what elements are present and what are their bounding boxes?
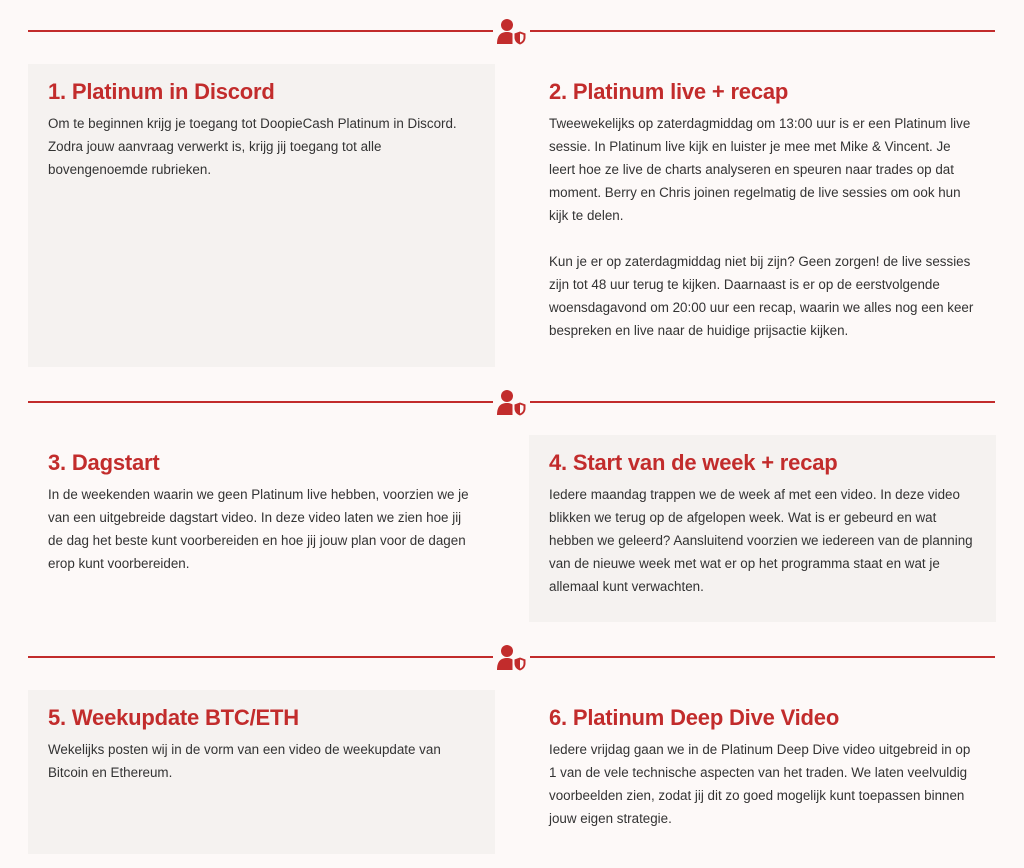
divider-line [530,401,995,403]
user-shield-icon [495,642,527,672]
card-title: 1. Platinum in Discord [48,79,275,104]
card-text: Tweewekelijks op zaterdagmiddag om 13:00 uur is er een Platinum live sessie. In Platinum live kijk en luister je mee met Mike & Vincent. Je leert hoe ze live de charts analyseren en speuren naar trades op dat moment. Berry en Chris joinen regelmatig de live sessies om ook hun kijk te delen. [549,116,971,223]
feature-card-start-week [529,435,996,622]
card-title: 5. Weekupdate BTC/ETH [48,705,299,730]
user-shield-icon [495,387,527,417]
card-text: Wekelijks posten wij in de vorm van een video de weekupdate van Bitcoin en Ethereum. [48,742,441,780]
user-shield-icon [495,16,527,46]
card-text: Iedere vrijdag gaan we in de Platinum Deep Dive video uitgebreid in op 1 van de vele technische aspecten van het traden. We laten veelvuldig voorbeelden zien, zodat jij dit zo goed mogelijk kunt toepassen binnen jouw eigen strategie. [549,742,971,826]
card-title: 4. Start van de week + recap [549,450,838,475]
feature-card-weekupdate [28,690,495,854]
feature-card-dagstart [28,435,495,622]
section-divider [28,387,995,417]
card-text: Kun je er op zaterdagmiddag niet bij zijn? Geen zorgen! de live sessies zijn tot 48 uur terug te kijken. Daarnaast is er op de eerstvolgende woensdagavond om 20:00 uur een recap, waarin we alles nog een keer bespreken en live naar de huidige prijsactie kijken. [549,254,974,338]
section-divider [28,16,995,46]
divider-line [28,656,493,658]
card-title: 6. Platinum Deep Dive Video [549,705,840,730]
feature-card-platinum-live [529,64,996,367]
feature-card-platinum-discord [28,64,495,367]
card-text: In de weekenden waarin we geen Platinum live hebben, voorzien we je van een uitgebreide dagstart video. In deze video laten we zien hoe jij de dag het beste kunt voorbereiden en hoe jij jouw plan voor de dagen erop kunt voorbereiden. [48,487,469,571]
card-text: Iedere maandag trappen we de week af met een video. In deze video blikken we terug op de afgelopen week. Wat is er gebeurd en wat hebben we geleerd? Aansluitend voorzien we iedereen van de planning van de nieuwe week met wat er op het programma staat en wat je allemaal kunt verwachten. [549,487,973,594]
divider-line [28,30,493,32]
divider-line [530,656,995,658]
card-title: 2. Platinum live + recap [549,79,789,104]
section-divider [28,642,995,672]
card-text: Om te beginnen krijg je toegang tot DoopieCash Platinum in Discord. Zodra jouw aanvraag verwerkt is, krijg jij toegang tot alle bovengenoemde rubrieken. [48,116,457,177]
card-title: 3. Dagstart [48,450,160,475]
divider-line [28,401,493,403]
divider-line [530,30,995,32]
feature-card-deep-dive [529,690,996,854]
